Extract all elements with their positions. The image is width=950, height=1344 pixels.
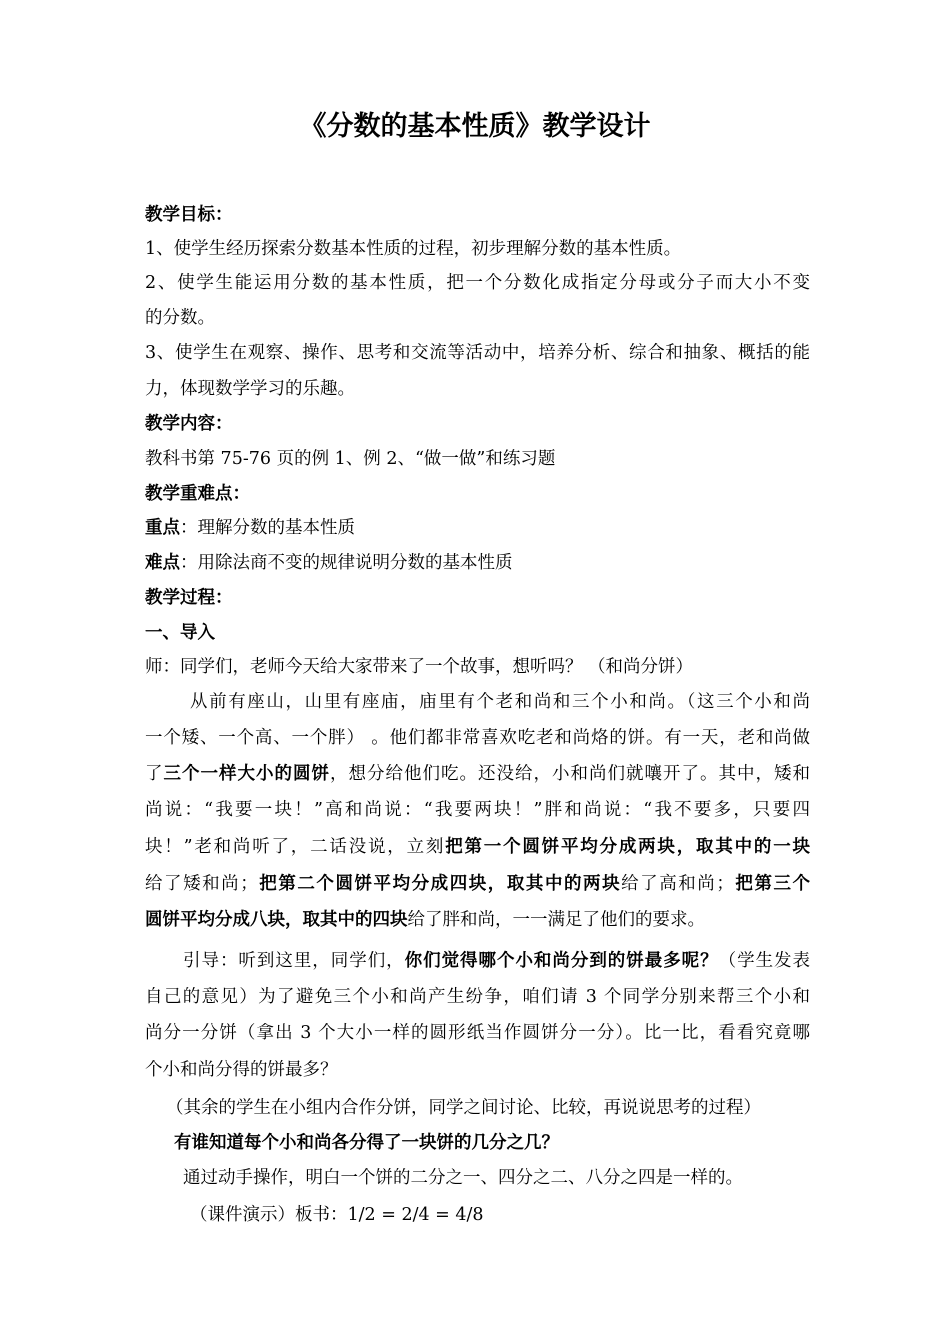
process-heading: 教学过程：	[145, 588, 233, 608]
diff-text: ：用除法商不变的规律说明分数的基本性质	[180, 553, 513, 573]
guide-line-1	[183, 949, 810, 973]
story-emphasis: 圆饼平均分成八块，取其中的四块	[145, 910, 408, 930]
story-text: 了	[145, 764, 164, 784]
goal-2-line-2: 的分数。	[145, 308, 215, 328]
story-text: 给了胖和尚，一一满足了他们的要求。	[407, 910, 705, 930]
goals-heading: 教学目标：	[145, 205, 233, 225]
question-line: 有谁知道每个小和尚各分得了一块饼的几分之几？	[174, 1133, 559, 1153]
story-text: ，想分给他们吃。还没给，小和尚们就嚷开了。其中，矮和	[330, 764, 810, 784]
guide-emphasis: 你们觉得哪个小和尚分到的饼最多呢？	[404, 951, 719, 971]
section-intro-heading: 一、导入	[145, 623, 215, 643]
story-emphasis: 把第二个圆饼平均分成四块，取其中的两块	[257, 874, 622, 894]
goal-1: 1、使学生经历探索分数基本性质的过程，初步理解分数的基本性质。	[145, 239, 682, 259]
story-emphasis: 把第三个	[733, 874, 811, 894]
guide-line-3: 尚分一分饼（拿出 3 个大小一样的圆形纸当作圆饼分一分）。比一比，看看究竟哪	[145, 1023, 810, 1043]
operation-line: 通过动手操作，明白一个饼的二分之一、四分之二、八分之四是一样的。	[183, 1168, 743, 1188]
story-line-6	[145, 872, 810, 896]
story-text: 块！”老和尚听了，二话没说，立刻	[145, 837, 446, 857]
goal-3-line-2: 力，体现数学学习的乐趣。	[145, 379, 355, 399]
guide-line-4: 个小和尚分得的饼最多？	[145, 1060, 338, 1080]
story-emphasis: 把第一个圆饼平均分成两块，取其中的一块	[445, 837, 811, 857]
key-point	[145, 516, 810, 540]
difficult-point	[145, 551, 810, 575]
key-label: 重点	[145, 518, 180, 538]
goal-2-line-1: 2、使学生能运用分数的基本性质，把一个分数化成指定分母或分子而大小不变	[145, 273, 810, 293]
story-line-1: 从前有座山，山里有座庙，庙里有个老和尚和三个小和尚。（这三个小和尚	[190, 692, 810, 712]
story-line-2: 一个矮、一个高、一个胖） 。他们都非常喜欢吃老和尚烙的饼。有一天，老和尚做	[145, 728, 810, 748]
guide-text: 引导：听到这里，同学们，	[183, 951, 405, 971]
guide-text: （学生发表	[718, 951, 811, 971]
story-text: 给了高和尚；	[621, 874, 734, 894]
page-title: 《分数的基本性质》教学设计	[299, 111, 651, 142]
story-line-4: 尚说：“我要一块！”高和尚说：“我要两块！”胖和尚说：“我不要多，只要四	[145, 800, 810, 820]
goal-3-line-1: 3、使学生在观察、操作、思考和交流等活动中，培养分析、综合和抽象、概括的能	[145, 343, 810, 363]
story-line-7	[145, 908, 810, 932]
board-line: （课件演示）板书：1/2 = 2/4 = 4/8	[190, 1205, 484, 1225]
story-text: 给了矮和尚；	[145, 874, 258, 894]
content-text: 教科书第 75-76 页的例 1、例 2、“做一做”和练习题	[145, 449, 556, 469]
story-line-3	[145, 762, 810, 786]
diff-label: 难点	[145, 553, 180, 573]
key-text: ：理解分数的基本性质	[180, 518, 355, 538]
group-activity-line: （其余的学生在小组内合作分饼，同学之间讨论、比较，再说说思考的过程）	[166, 1098, 761, 1118]
teacher-line: 师：同学们，老师今天给大家带来了一个故事，想听吗？ （和尚分饼）	[145, 657, 694, 677]
story-emphasis: 三个一样大小的圆饼	[163, 764, 330, 784]
guide-line-2: 自己的意见）为了避免三个小和尚产生纷争，咱们请 3 个同学分别来帮三个小和	[145, 987, 810, 1007]
story-line-5	[145, 835, 810, 859]
keypoints-heading: 教学重难点：	[145, 484, 250, 504]
content-heading: 教学内容：	[145, 414, 233, 434]
